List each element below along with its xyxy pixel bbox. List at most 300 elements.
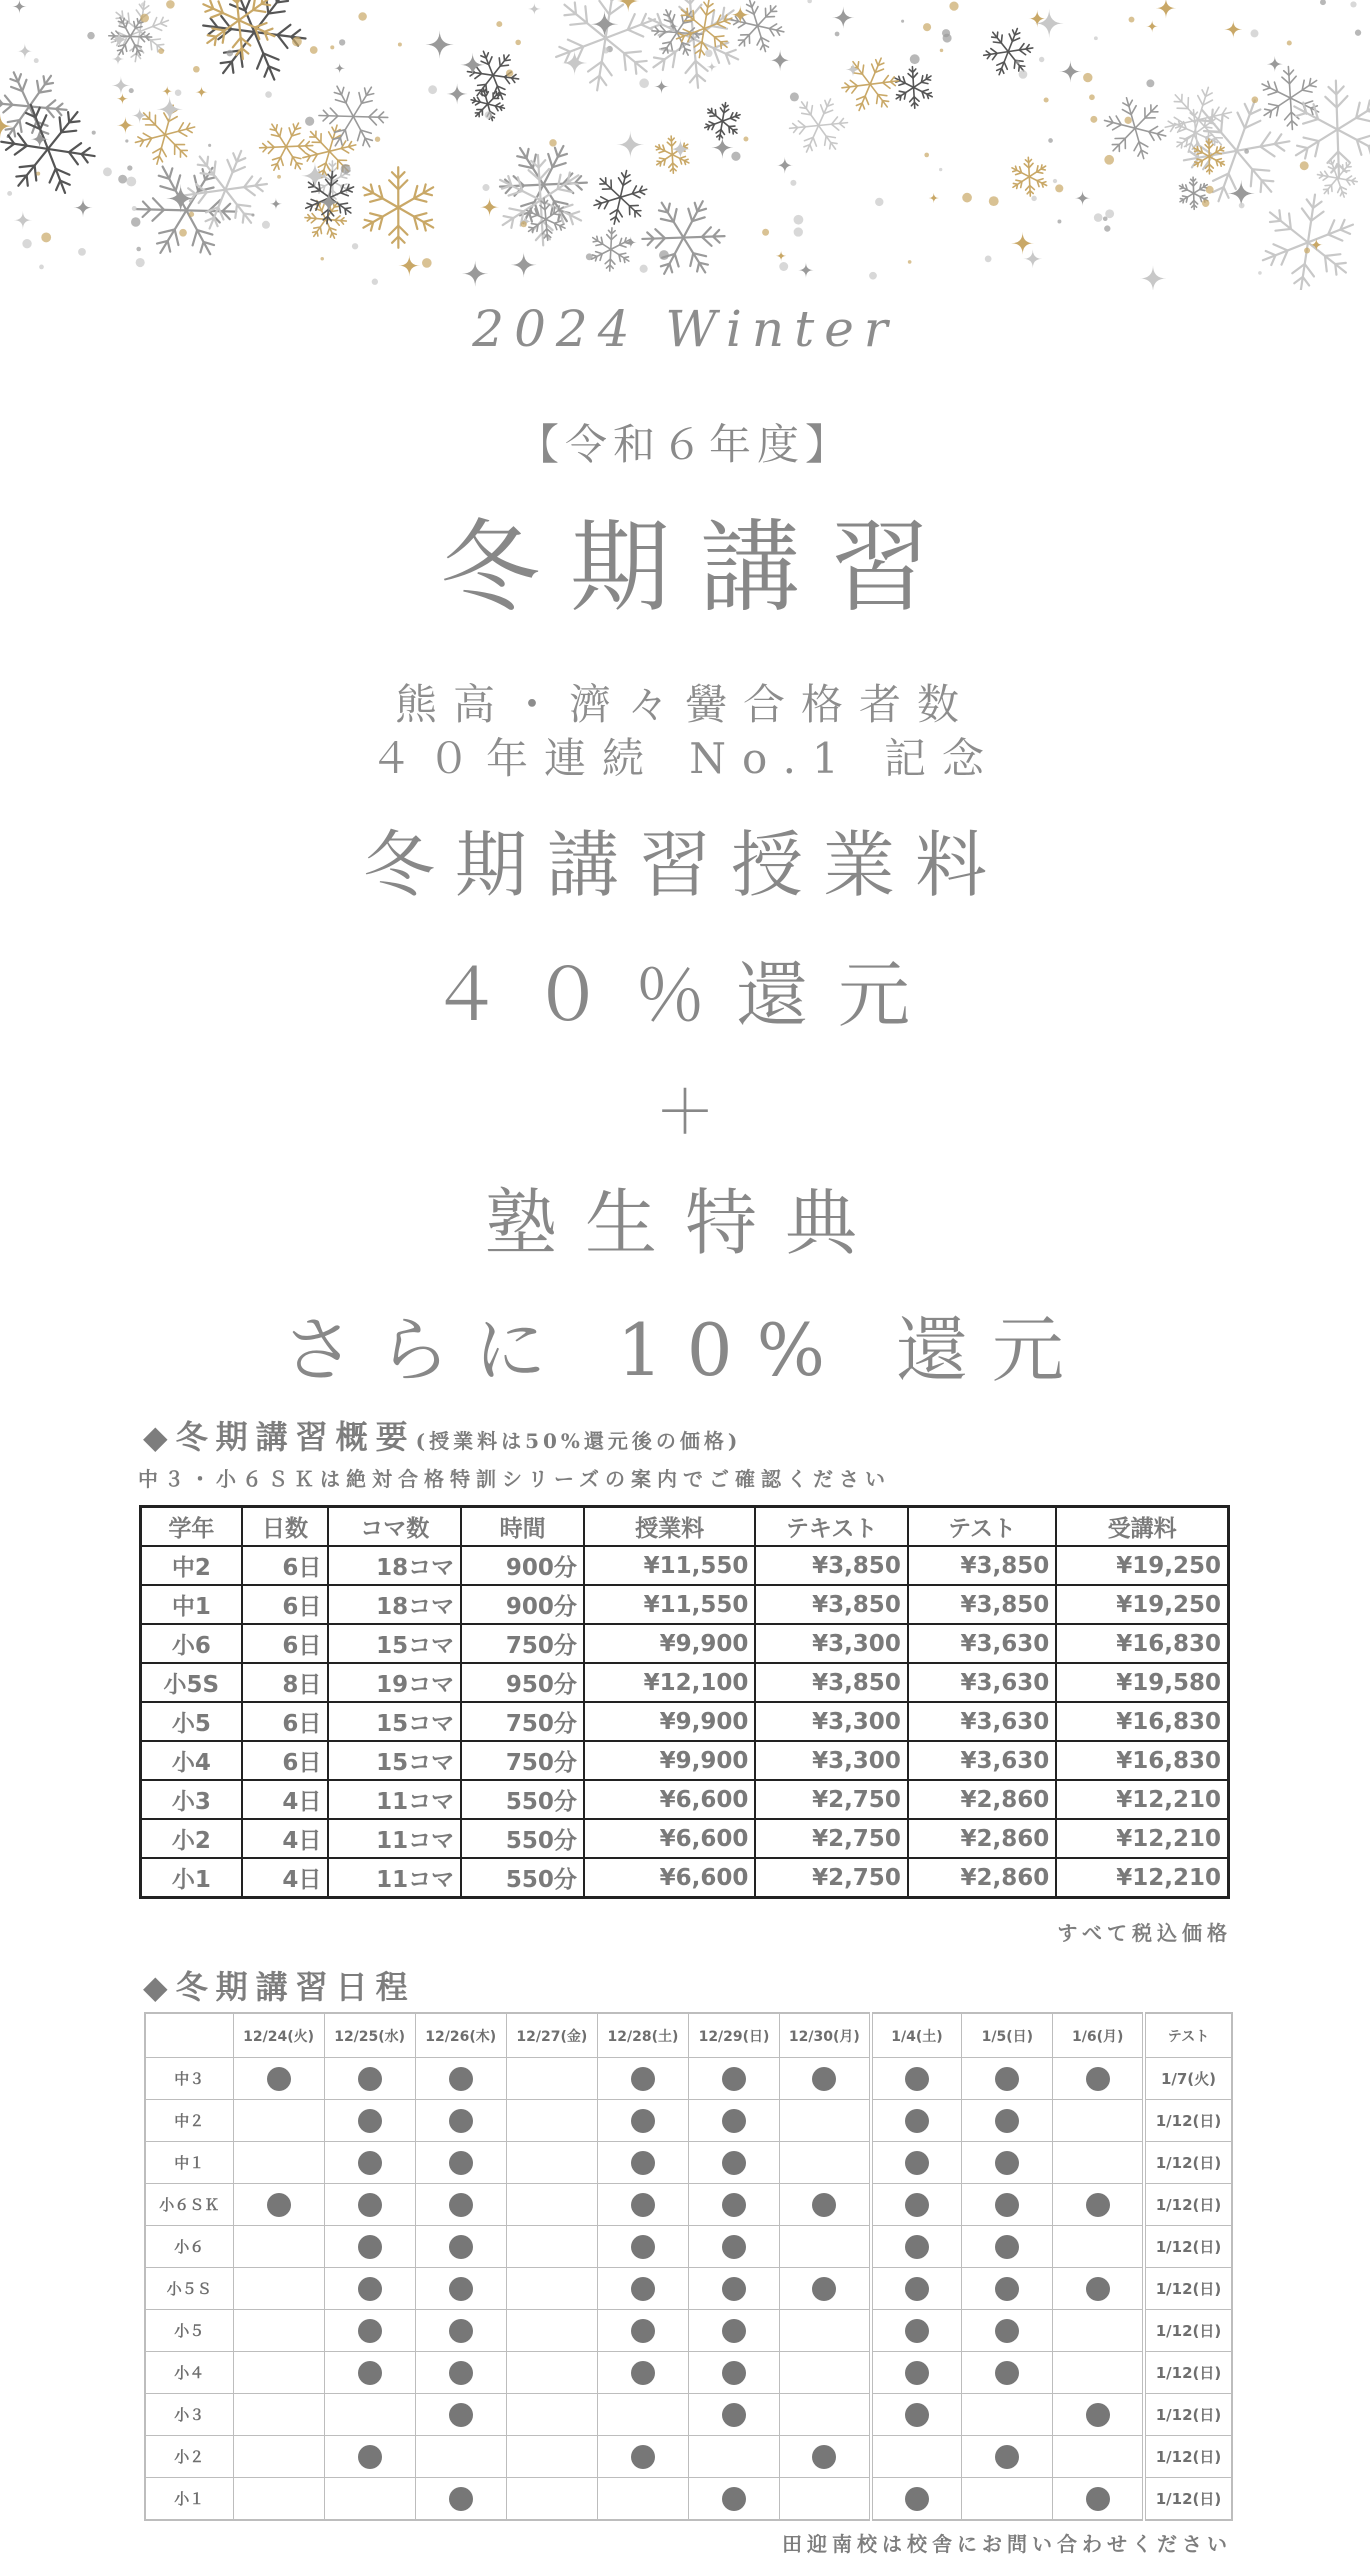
fee-cell: ¥16,830 xyxy=(1056,1624,1228,1663)
schedule-day-cell xyxy=(597,2184,688,2226)
contact-note: 田迎南校は校舎にお問い合わせください xyxy=(782,2532,1232,2556)
schedule-day-cell xyxy=(233,2394,324,2436)
snowflake-icon xyxy=(135,105,194,164)
fee-cell: 8日 xyxy=(242,1663,329,1702)
fee-cell: 18コマ xyxy=(328,1585,461,1624)
fee-row xyxy=(141,1624,1229,1663)
sparkle-icon xyxy=(270,198,282,210)
overview-note: (授業料は50%還元後の価格) xyxy=(415,1429,742,1453)
session-dot-icon xyxy=(1086,2403,1110,2427)
snow-dot xyxy=(659,250,669,260)
snow-dot xyxy=(175,89,182,96)
sparkle-icon xyxy=(711,137,733,159)
fee-cell: 750分 xyxy=(461,1624,584,1663)
snow-dot xyxy=(352,243,358,249)
fee-row xyxy=(141,1702,1229,1741)
schedule-day-cell xyxy=(871,2226,962,2268)
session-dot-icon xyxy=(905,2277,929,2301)
schedule-day-cell xyxy=(415,2226,506,2268)
schedule-day-cell xyxy=(962,2100,1053,2142)
schedule-day-cell xyxy=(962,2268,1053,2310)
schedule-day-cell xyxy=(324,2310,415,2352)
schedule-day-cell xyxy=(871,2394,962,2436)
session-dot-icon xyxy=(1086,2277,1110,2301)
schedule-day-cell xyxy=(1053,2142,1144,2184)
snowflake-icon xyxy=(1012,157,1047,196)
snow-dot xyxy=(985,256,992,263)
fee-col-header: 時間 xyxy=(461,1507,584,1547)
schedule-grade-cell: 中１ xyxy=(145,2142,233,2184)
schedule-date-header: 12/27(金) xyxy=(506,2013,597,2058)
session-dot-icon xyxy=(722,2151,746,2175)
schedule-day-cell xyxy=(597,2436,688,2478)
schedule-row xyxy=(145,2226,1232,2268)
session-dot-icon xyxy=(722,2193,746,2217)
snow-dot xyxy=(1031,196,1036,201)
sparkle-icon xyxy=(195,86,207,98)
schedule-grade-cell: 小６ＳＫ xyxy=(145,2184,233,2226)
sparkle-icon xyxy=(14,211,33,230)
snowflake-icon xyxy=(592,228,630,271)
fee-cell: 900分 xyxy=(461,1585,584,1624)
schedule-day-cell xyxy=(780,2100,871,2142)
snowflake-icon xyxy=(1105,98,1166,159)
snow-dot xyxy=(1239,203,1245,209)
fee-table xyxy=(139,1505,1230,1899)
snow-dot xyxy=(262,221,270,229)
fee-cell: ¥2,860 xyxy=(908,1780,1056,1819)
snow-dot xyxy=(640,265,648,273)
schedule-day-cell xyxy=(780,2226,871,2268)
sparkle-icon xyxy=(447,83,468,104)
fee-col-header: テスト xyxy=(908,1507,1056,1547)
session-dot-icon xyxy=(449,2361,473,2385)
snow-dot xyxy=(506,69,513,76)
schedule-grade-cell: 小５Ｓ xyxy=(145,2268,233,2310)
session-dot-icon xyxy=(358,2109,382,2133)
fee-grade-cell: 小2 xyxy=(141,1819,242,1858)
session-dot-icon xyxy=(1086,2067,1110,2091)
schedule-table-header xyxy=(145,2013,1232,2058)
sparkle-icon xyxy=(1156,0,1177,18)
schedule-day-cell xyxy=(688,2184,779,2226)
fee-cell: ¥9,900 xyxy=(584,1741,755,1780)
fee-cell: 550分 xyxy=(461,1858,584,1898)
sparkle-icon xyxy=(480,198,499,217)
snow-dot xyxy=(790,180,796,186)
snow-dot xyxy=(179,229,187,237)
sparkle-icon xyxy=(462,261,488,287)
schedule-date-header: 12/30(月) xyxy=(780,2013,871,2058)
schedule-day-cell xyxy=(962,2394,1053,2436)
schedule-day-cell xyxy=(1053,2184,1144,2226)
schedule-date-header: 12/28(土) xyxy=(597,2013,688,2058)
session-dot-icon xyxy=(812,2445,836,2469)
schedule-day-cell xyxy=(1053,2310,1144,2352)
sparkle-icon xyxy=(511,252,537,278)
schedule-day-cell xyxy=(597,2310,688,2352)
snow-dot xyxy=(762,229,769,236)
snowflake-icon xyxy=(260,123,313,170)
schedule-day-cell xyxy=(506,2100,597,2142)
fee-cell: ¥9,900 xyxy=(584,1702,755,1741)
session-dot-icon xyxy=(358,2151,382,2175)
snow-dot xyxy=(939,168,942,171)
schedule-day-cell xyxy=(780,2478,871,2521)
schedule-grade-cell: 中２ xyxy=(145,2100,233,2142)
plus-sign: ＋ xyxy=(655,1078,715,1148)
session-dot-icon xyxy=(722,2403,746,2427)
schedule-day-cell xyxy=(506,2142,597,2184)
session-dot-icon xyxy=(449,2067,473,2091)
schedule-day-cell xyxy=(415,2310,506,2352)
schedule-grade-cell: 小３ xyxy=(145,2394,233,2436)
fee-cell: ¥3,630 xyxy=(908,1741,1056,1780)
session-dot-icon xyxy=(358,2277,382,2301)
overview-heading-text: ◆冬期講習概要 xyxy=(143,1418,416,1456)
snow-dot xyxy=(1083,73,1092,82)
schedule-test-cell: 1/12(日) xyxy=(1144,2142,1232,2184)
sparkle-icon xyxy=(670,139,691,160)
session-dot-icon xyxy=(631,2277,655,2301)
schedule-day-cell xyxy=(506,2058,597,2100)
schedule-day-cell xyxy=(597,2058,688,2100)
sparkle-icon xyxy=(1059,60,1081,82)
schedule-row xyxy=(145,2310,1232,2352)
session-dot-icon xyxy=(631,2361,655,2385)
schedule-test-cell: 1/12(日) xyxy=(1144,2352,1232,2394)
fee-cell: 750分 xyxy=(461,1741,584,1780)
snow-dot xyxy=(482,184,489,191)
snowflake-banner xyxy=(0,0,1370,290)
session-dot-icon xyxy=(995,2277,1019,2301)
snow-dot xyxy=(1146,79,1154,87)
snow-dot xyxy=(136,258,145,267)
snowflake-icon xyxy=(1262,67,1319,130)
snow-dot xyxy=(7,191,12,196)
schedule-day-cell xyxy=(871,2268,962,2310)
snow-dot xyxy=(226,50,233,57)
schedule-day-cell xyxy=(871,2184,962,2226)
snow-dot xyxy=(1104,155,1114,165)
schedule-date-header: 12/26(木) xyxy=(415,2013,506,2058)
snowflake-icon xyxy=(790,99,848,152)
fee-cell: 15コマ xyxy=(328,1741,461,1780)
schedule-day-cell xyxy=(415,2436,506,2478)
fee-cell: ¥2,860 xyxy=(908,1819,1056,1858)
fee-col-header: 学年 xyxy=(141,1507,242,1547)
schedule-day-cell xyxy=(506,2478,597,2521)
session-dot-icon xyxy=(722,2235,746,2259)
snow-dot xyxy=(1244,149,1249,154)
schedule-grade-cell: 中３ xyxy=(145,2058,233,2100)
fee-cell: ¥6,600 xyxy=(584,1819,755,1858)
sparkle-icon xyxy=(162,86,173,97)
fee-cell: ¥11,550 xyxy=(584,1546,755,1585)
session-dot-icon xyxy=(631,2193,655,2217)
schedule-day-cell xyxy=(415,2352,506,2394)
snowflake-icon xyxy=(895,67,932,109)
schedule-date-header: 12/24(火) xyxy=(233,2013,324,2058)
schedule-test-cell: 1/12(日) xyxy=(1144,2436,1232,2478)
schedule-day-cell xyxy=(324,2184,415,2226)
fee-cell: ¥6,600 xyxy=(584,1780,755,1819)
fee-cell: ¥3,630 xyxy=(908,1663,1056,1702)
fee-cell: 950分 xyxy=(461,1663,584,1702)
snow-dot xyxy=(193,66,200,73)
session-dot-icon xyxy=(995,2151,1019,2175)
fee-cell: 15コマ xyxy=(328,1624,461,1663)
session-dot-icon xyxy=(267,2193,291,2217)
fee-cell: ¥12,210 xyxy=(1056,1858,1228,1898)
fee-cell: ¥9,900 xyxy=(584,1624,755,1663)
snow-dot xyxy=(1055,184,1063,192)
schedule-day-cell xyxy=(688,2142,779,2184)
fee-cell: ¥6,600 xyxy=(584,1858,755,1898)
schedule-date-header: 1/6(月) xyxy=(1053,2013,1144,2058)
fee-grade-cell: 小4 xyxy=(141,1741,242,1780)
fee-cell: ¥3,630 xyxy=(908,1702,1056,1741)
schedule-day-cell xyxy=(688,2226,779,2268)
schedule-test-cell: 1/12(日) xyxy=(1144,2226,1232,2268)
snow-dot xyxy=(1048,138,1053,143)
snow-dot xyxy=(125,139,128,142)
fee-cell: ¥2,750 xyxy=(755,1858,907,1898)
schedule-corner-cell xyxy=(145,2013,233,2058)
schedule-day-cell xyxy=(780,2352,871,2394)
schedule-row xyxy=(145,2142,1232,2184)
schedule-test-cell: 1/12(日) xyxy=(1144,2100,1232,2142)
schedule-day-cell xyxy=(324,2058,415,2100)
sparkle-icon xyxy=(112,76,131,95)
fee-col-header: 受講料 xyxy=(1056,1507,1228,1547)
schedule-test-cell: 1/12(日) xyxy=(1144,2184,1232,2226)
refund-line: ４０％還元 xyxy=(429,953,940,1037)
schedule-grade-cell: 小１ xyxy=(145,2478,233,2521)
schedule-day-cell xyxy=(871,2310,962,2352)
snow-dot xyxy=(103,167,112,176)
fee-table-header xyxy=(141,1507,1229,1547)
sparkle-icon xyxy=(1224,20,1242,38)
sparkle-icon xyxy=(73,198,92,217)
snow-dot xyxy=(962,193,972,203)
snowflake-icon xyxy=(1317,159,1357,197)
sparkle-icon xyxy=(117,93,129,105)
sparkle-icon xyxy=(616,131,644,159)
schedule-table xyxy=(144,2012,1233,2521)
snow-dot xyxy=(731,152,740,161)
session-dot-icon xyxy=(995,2319,1019,2343)
schedule-day-cell xyxy=(506,2268,597,2310)
snowflake-icon xyxy=(184,151,267,229)
schedule-day-cell xyxy=(962,2352,1053,2394)
fee-cell: ¥19,580 xyxy=(1056,1663,1228,1702)
snow-dot xyxy=(36,172,40,176)
schedule-day-cell xyxy=(1053,2352,1144,2394)
snowflake-icon xyxy=(363,167,433,248)
session-dot-icon xyxy=(449,2193,473,2217)
fee-row xyxy=(141,1663,1229,1702)
schedule-day-cell xyxy=(233,2478,324,2521)
snow-dot xyxy=(1320,0,1326,5)
snow-dot xyxy=(908,260,912,264)
schedule-day-cell xyxy=(597,2352,688,2394)
schedule-day-cell xyxy=(688,2394,779,2436)
session-dot-icon xyxy=(267,2067,291,2091)
snow-dot xyxy=(1090,116,1097,123)
snow-dot xyxy=(1103,216,1108,221)
fee-cell: ¥3,850 xyxy=(908,1546,1056,1585)
sparkle-icon xyxy=(17,43,33,59)
snow-dot xyxy=(1355,30,1361,36)
schedule-row xyxy=(145,2352,1232,2394)
snow-dot xyxy=(1252,96,1259,103)
schedule-day-cell xyxy=(780,2142,871,2184)
snow-dot xyxy=(910,54,920,64)
fee-cell: ¥2,750 xyxy=(755,1780,907,1819)
session-dot-icon xyxy=(905,2235,929,2259)
schedule-day-cell xyxy=(233,2310,324,2352)
snow-dot xyxy=(127,165,132,170)
session-dot-icon xyxy=(905,2109,929,2133)
snow-dot xyxy=(1053,179,1057,183)
schedule-grade-cell: 小４ xyxy=(145,2352,233,2394)
schedule-day-cell xyxy=(871,2142,962,2184)
fee-grade-cell: 小5 xyxy=(141,1702,242,1741)
snow-dot xyxy=(1094,213,1103,222)
schedule-row xyxy=(145,2184,1232,2226)
fee-col-header: コマ数 xyxy=(328,1507,461,1547)
sparkle-icon xyxy=(528,3,541,16)
schedule-day-cell xyxy=(324,2226,415,2268)
fee-cell: 11コマ xyxy=(328,1858,461,1898)
schedule-day-cell xyxy=(780,2268,871,2310)
session-dot-icon xyxy=(631,2067,655,2091)
snow-dot xyxy=(1057,220,1061,224)
snow-dot xyxy=(358,12,367,21)
snow-dot xyxy=(1019,70,1028,79)
snow-dot xyxy=(140,14,149,23)
session-dot-icon xyxy=(995,2445,1019,2469)
schedule-day-cell xyxy=(871,2436,962,2478)
snow-dot xyxy=(1350,1,1356,7)
session-dot-icon xyxy=(905,2319,929,2343)
session-dot-icon xyxy=(722,2487,746,2511)
snow-dot xyxy=(251,213,254,216)
schedule-day-cell xyxy=(688,2100,779,2142)
session-dot-icon xyxy=(449,2403,473,2427)
session-dot-icon xyxy=(449,2319,473,2343)
snow-dot xyxy=(901,20,904,23)
fee-cell: ¥3,630 xyxy=(908,1624,1056,1663)
snow-dot xyxy=(794,215,804,225)
fee-cell: ¥2,860 xyxy=(908,1858,1056,1898)
schedule-row xyxy=(145,2100,1232,2142)
schedule-test-cell: 1/12(日) xyxy=(1144,2478,1232,2521)
schedule-day-cell xyxy=(688,2436,779,2478)
snow-dot xyxy=(428,85,437,94)
fee-grade-cell: 中2 xyxy=(141,1546,242,1585)
session-dot-icon xyxy=(995,2235,1019,2259)
era-label: 【令和６年度】 xyxy=(516,420,853,469)
fee-row xyxy=(141,1585,1229,1624)
snow-dot xyxy=(41,232,51,242)
snowflake-icon xyxy=(731,0,784,52)
session-dot-icon xyxy=(358,2235,382,2259)
extra-refund-line: さらに 10% 還元 xyxy=(282,1308,1088,1392)
schedule-day-cell xyxy=(233,2142,324,2184)
schedule-day-cell xyxy=(324,2436,415,2478)
sparkle-icon xyxy=(12,0,27,14)
snow-dot xyxy=(320,257,323,260)
fee-cell: ¥3,850 xyxy=(755,1585,907,1624)
schedule-row xyxy=(145,2058,1232,2100)
snow-dot xyxy=(265,91,272,98)
session-dot-icon xyxy=(995,2361,1019,2385)
session-dot-icon xyxy=(1086,2193,1110,2217)
snowflake-icon xyxy=(594,171,647,225)
fee-row xyxy=(141,1819,1229,1858)
schedule-day-cell xyxy=(962,2226,1053,2268)
session-dot-icon xyxy=(358,2319,382,2343)
schedule-day-cell xyxy=(597,2142,688,2184)
schedule-date-header: 12/25(水) xyxy=(324,2013,415,2058)
schedule-day-cell xyxy=(324,2142,415,2184)
snow-dot xyxy=(496,21,502,27)
snow-dot xyxy=(1287,40,1292,45)
snowflake-icon xyxy=(842,58,898,110)
snow-dot xyxy=(341,164,351,174)
schedule-day-cell xyxy=(962,2478,1053,2521)
snow-dot xyxy=(1124,117,1131,124)
snow-dot xyxy=(132,206,137,211)
snowflake-icon xyxy=(984,29,1033,75)
schedule-day-cell xyxy=(233,2100,324,2142)
session-dot-icon xyxy=(995,2067,1019,2091)
snow-dot xyxy=(603,47,609,53)
sparkle-icon xyxy=(798,262,814,278)
fee-cell: ¥12,210 xyxy=(1056,1780,1228,1819)
session-dot-icon xyxy=(722,2109,746,2133)
fee-row xyxy=(141,1780,1229,1819)
schedule-day-cell xyxy=(415,2394,506,2436)
session-dot-icon xyxy=(631,2445,655,2469)
snow-dot xyxy=(372,279,378,285)
fee-cell: 4日 xyxy=(242,1780,329,1819)
fee-cell: 550分 xyxy=(461,1819,584,1858)
schedule-day-cell xyxy=(780,2058,871,2100)
schedule-test-cell: 1/12(日) xyxy=(1144,2394,1232,2436)
snow-dot xyxy=(515,40,521,46)
snow-dot xyxy=(1258,271,1262,275)
snow-dot xyxy=(869,272,877,280)
schedule-day-cell xyxy=(415,2142,506,2184)
session-dot-icon xyxy=(905,2361,929,2385)
perk-line: 塾生特典 xyxy=(484,1181,885,1265)
schedule-day-cell xyxy=(233,2226,324,2268)
snow-dot xyxy=(1202,200,1209,207)
fee-cell: ¥16,830 xyxy=(1056,1702,1228,1741)
session-dot-icon xyxy=(995,2109,1019,2133)
sparkle-icon xyxy=(132,107,148,123)
session-dot-icon xyxy=(449,2235,473,2259)
fee-cell: ¥16,830 xyxy=(1056,1741,1228,1780)
snow-dot xyxy=(949,1,958,10)
schedule-day-cell xyxy=(1053,2478,1144,2521)
snow-dot xyxy=(1300,161,1309,170)
schedule-day-cell xyxy=(1053,2226,1144,2268)
schedule-day-cell xyxy=(1053,2268,1144,2310)
